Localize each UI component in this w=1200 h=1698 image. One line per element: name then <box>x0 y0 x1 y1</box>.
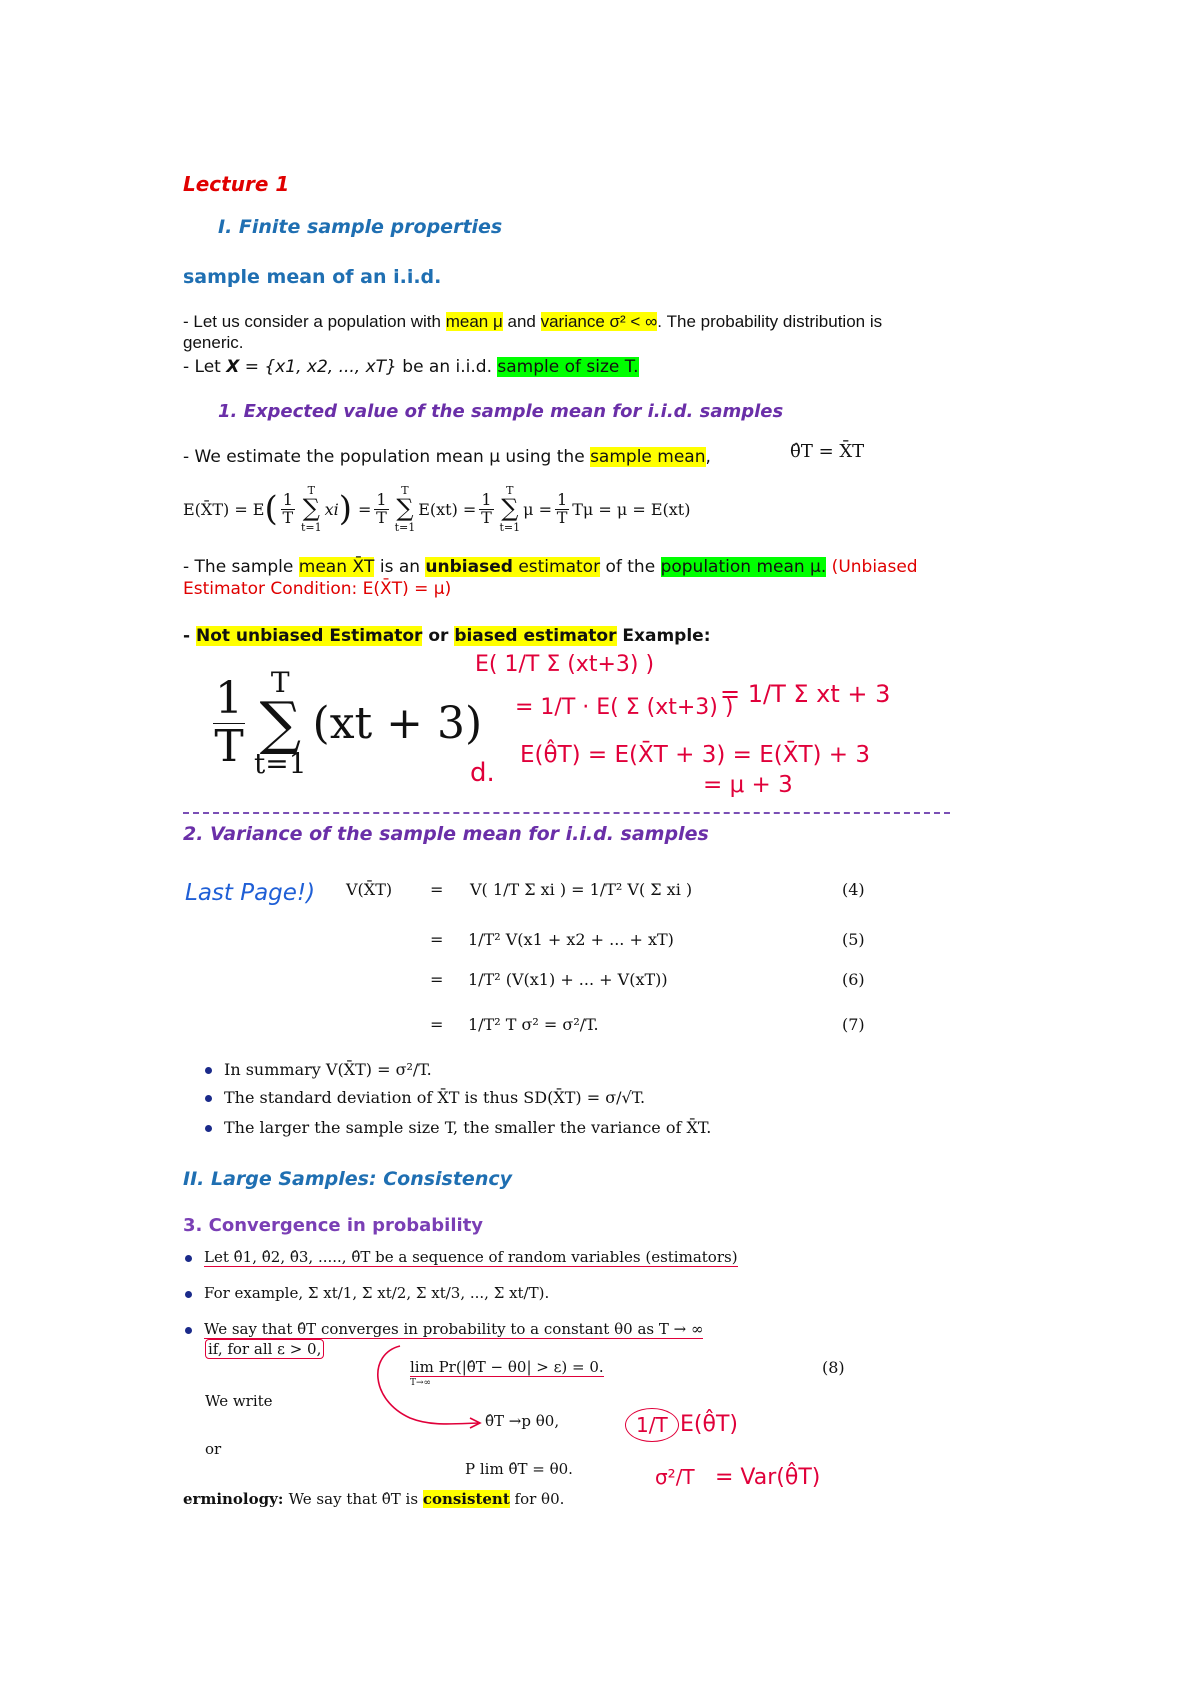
equation-number-8: (8) <box>822 1358 845 1377</box>
paren: ) <box>338 489 352 529</box>
denominator: T <box>214 720 244 772</box>
highlight-consistent: consistent <box>422 1490 510 1508</box>
text: be an i.i.d. <box>396 357 498 377</box>
paragraph-sample <box>183 357 639 377</box>
text: We say that θ̂T is <box>288 1490 423 1508</box>
condition-text: (Unbiased <box>826 557 918 577</box>
sample-set: = {x1, x2, ..., xT} <box>239 357 397 377</box>
terminology-line <box>183 1490 564 1508</box>
bullet-icon <box>185 1291 192 1298</box>
boxed-condition: if, for all ε > 0, <box>205 1339 324 1359</box>
text: generic. <box>183 333 244 352</box>
handwritten-expectation: E(θ̂T) <box>680 1412 738 1437</box>
highlight-sample-mean: sample mean <box>590 447 706 467</box>
paragraph-estimate <box>183 447 711 467</box>
condition-text: Estimator Condition: E(X̄T) = μ) <box>183 579 452 599</box>
handwritten-last-page: Last Page!) <box>185 880 316 906</box>
highlight-variance: variance σ² < ∞ <box>540 312 658 331</box>
sum-top: T <box>506 483 514 497</box>
text: , <box>705 447 711 467</box>
fraction <box>479 489 493 527</box>
numerator: 1 <box>282 489 293 509</box>
denominator: T <box>481 507 492 527</box>
handwritten-line-1: E( 1/T Σ (xt+3) ) <box>475 652 655 677</box>
subheading-sample-mean: sample mean of an i.i.d. <box>183 266 442 288</box>
term: xi <box>324 499 339 519</box>
handwritten-variance-fraction: σ²/T <box>655 1465 695 1489</box>
text: E(xt) = <box>418 499 477 519</box>
convergence-arrow-notation: θ̂T →p θ0, <box>485 1412 560 1430</box>
section-heading-large-samples: II. Large Samples: Consistency <box>183 1168 512 1190</box>
expected-value-equation <box>183 478 883 540</box>
equation-number-7: (7) <box>842 1015 865 1034</box>
text: for θ0. <box>509 1490 565 1508</box>
convergence-item <box>185 1248 738 1266</box>
handwritten-line-2: = 1/T · E( Σ (xt+3) ) <box>515 695 734 720</box>
convergence-text: We say that θ̂T converges in probability to a constant θ0 as T → ∞ <box>204 1320 704 1338</box>
limit-text: lim Pr(|θ̂T − θ0| > ε) = 0. <box>410 1358 604 1376</box>
text: μ = <box>523 499 553 519</box>
text: - We estimate the population mean μ using the <box>183 447 591 467</box>
variance-row-1: V( 1/T Σ xi ) = 1/T² V( Σ xi ) <box>470 880 693 899</box>
eq-lhs: E(X̄T) = E <box>183 499 265 519</box>
text: and <box>502 312 541 331</box>
convergence-text: For example, Σ xt/1, Σ xt/2, Σ xt/3, ..., Σ xt/T). <box>204 1284 550 1302</box>
equation-number-5: (5) <box>842 930 865 949</box>
sum-sign: ∑ <box>396 494 414 523</box>
bullet-icon <box>205 1125 212 1132</box>
handwritten-variance: = Var(θ̂T) <box>715 1465 821 1490</box>
variance-lhs: V(X̄T) <box>346 880 393 899</box>
variance-row-2: 1/T² V(x1 + x2 + ... + xT) <box>468 930 674 949</box>
text: . The probability distribution is <box>657 312 883 331</box>
summary-text: The standard deviation of X̄T is thus SD(X̄T) = σ/√T. <box>224 1088 646 1107</box>
bullet-icon <box>185 1255 192 1262</box>
summation <box>301 485 322 533</box>
highlight-biased: biased estimator <box>454 626 617 646</box>
summary-text: The larger the sample size T, the smaller the variance of X̄T. <box>224 1118 712 1137</box>
text: - The sample <box>183 557 299 577</box>
highlight-mean-xt: mean X̄T <box>298 557 375 577</box>
sum-bottom: t=1 <box>300 520 322 534</box>
summary-item <box>205 1088 645 1107</box>
text: is an <box>374 557 426 577</box>
handwritten-line-2b: = 1/T Σ xt + 3 <box>720 680 891 708</box>
denominator: T <box>556 507 568 527</box>
condition-text <box>205 1340 324 1358</box>
summary-item <box>205 1060 432 1079</box>
highlight-not-unbiased: Not unbiased Estimator <box>195 626 423 646</box>
variance-row-4: 1/T² T σ² = σ²/T. <box>468 1015 599 1034</box>
equals-sign: = <box>430 930 444 949</box>
theta-hat-equation: θ̂T = X̄T <box>790 441 865 462</box>
terminology-label: erminology: <box>183 1490 289 1508</box>
sum-sign: ∑ <box>501 494 519 523</box>
sum-bottom: t=1 <box>499 520 521 534</box>
text: = <box>357 499 372 519</box>
paren: ( <box>264 489 278 529</box>
variance-row-3: 1/T² (V(x1) + ... + V(xT)) <box>468 970 668 989</box>
numerator: 1 <box>215 673 243 725</box>
var-x: X <box>226 357 240 377</box>
handwritten-d: d. <box>470 758 495 788</box>
summation <box>254 665 307 781</box>
text: Tμ = μ = E(xt) <box>572 499 691 519</box>
highlight-population-mean: population mean μ. <box>660 557 827 577</box>
sum-bottom: t=1 <box>254 747 307 781</box>
bullet-icon <box>185 1327 192 1334</box>
heading-expected-value: 1. Expected value of the sample mean for i.i.d. samples <box>218 401 784 422</box>
convergence-text: Let θ̂1, θ̂2, θ̂3, ....., θ̂T be a sequence of random variables (estimators) <box>204 1248 738 1266</box>
biased-estimator-equation <box>210 665 483 781</box>
equals-sign: = <box>430 970 444 989</box>
paragraph-population <box>183 311 1003 353</box>
handwritten-circled-fraction: 1/T <box>625 1408 679 1442</box>
paragraph-biased-example <box>183 626 711 646</box>
numerator: 1 <box>557 489 568 509</box>
fraction <box>374 489 388 527</box>
red-arrow-icon <box>360 1340 490 1440</box>
highlight-sample-size: sample of size T. <box>497 357 639 377</box>
convergence-item <box>185 1284 549 1302</box>
summation <box>500 485 521 533</box>
sum-top: T <box>270 665 290 699</box>
bullet-icon <box>205 1095 212 1102</box>
text: or <box>422 626 455 646</box>
summation <box>395 485 416 533</box>
section-heading-finite: I. Finite sample properties <box>218 216 503 238</box>
convergence-item <box>185 1320 703 1338</box>
equation-number-4: (4) <box>842 880 865 899</box>
highlight-mean: mean μ <box>445 312 503 331</box>
handwritten-line-3: E(θ̂T) = E(X̄T + 3) = E(X̄T) + 3 <box>520 742 871 768</box>
denominator: T <box>376 507 387 527</box>
lecture-title: Lecture 1 <box>183 172 290 196</box>
fraction <box>281 489 295 527</box>
limit-subscript: T→∞ <box>410 1378 432 1388</box>
denominator: T <box>282 507 294 527</box>
we-write-text: We write <box>205 1392 273 1410</box>
numerator: 1 <box>481 489 492 509</box>
equation-number-6: (6) <box>842 970 865 989</box>
equals-sign: = <box>430 1015 444 1034</box>
numerator: 1 <box>376 489 387 509</box>
text: of the <box>600 557 661 577</box>
fraction <box>213 673 245 772</box>
paragraph-unbiased <box>183 556 1043 600</box>
summary-text: In summary V(X̄T) = σ²/T. <box>224 1060 432 1079</box>
highlight-estimator: estimator <box>512 557 601 577</box>
fraction <box>555 489 569 527</box>
text: - Let us consider a population with <box>183 312 446 331</box>
heading-variance: 2. Variance of the sample mean for i.i.d. samples <box>183 823 709 845</box>
highlight-unbiased: unbiased <box>425 557 513 577</box>
or-text: or <box>205 1440 222 1458</box>
equals-sign: = <box>430 880 444 899</box>
sum-sign: ∑ <box>259 688 301 757</box>
text: - <box>183 626 196 646</box>
sum-bottom: t=1 <box>394 520 416 534</box>
text: - Let <box>183 357 227 377</box>
handwritten-line-4: = μ + 3 <box>703 772 793 798</box>
plim-notation: P lim θ̂T = θ0. <box>465 1460 573 1478</box>
term: (xt + 3) <box>312 697 483 749</box>
sum-top: T <box>307 483 315 497</box>
text: Example: <box>616 626 711 646</box>
heading-convergence: 3. Convergence in probability <box>183 1215 484 1236</box>
summary-item <box>205 1118 711 1137</box>
sum-top: T <box>401 483 409 497</box>
bullet-icon <box>205 1067 212 1074</box>
sum-sign: ∑ <box>302 494 320 523</box>
dashed-separator <box>183 812 950 814</box>
